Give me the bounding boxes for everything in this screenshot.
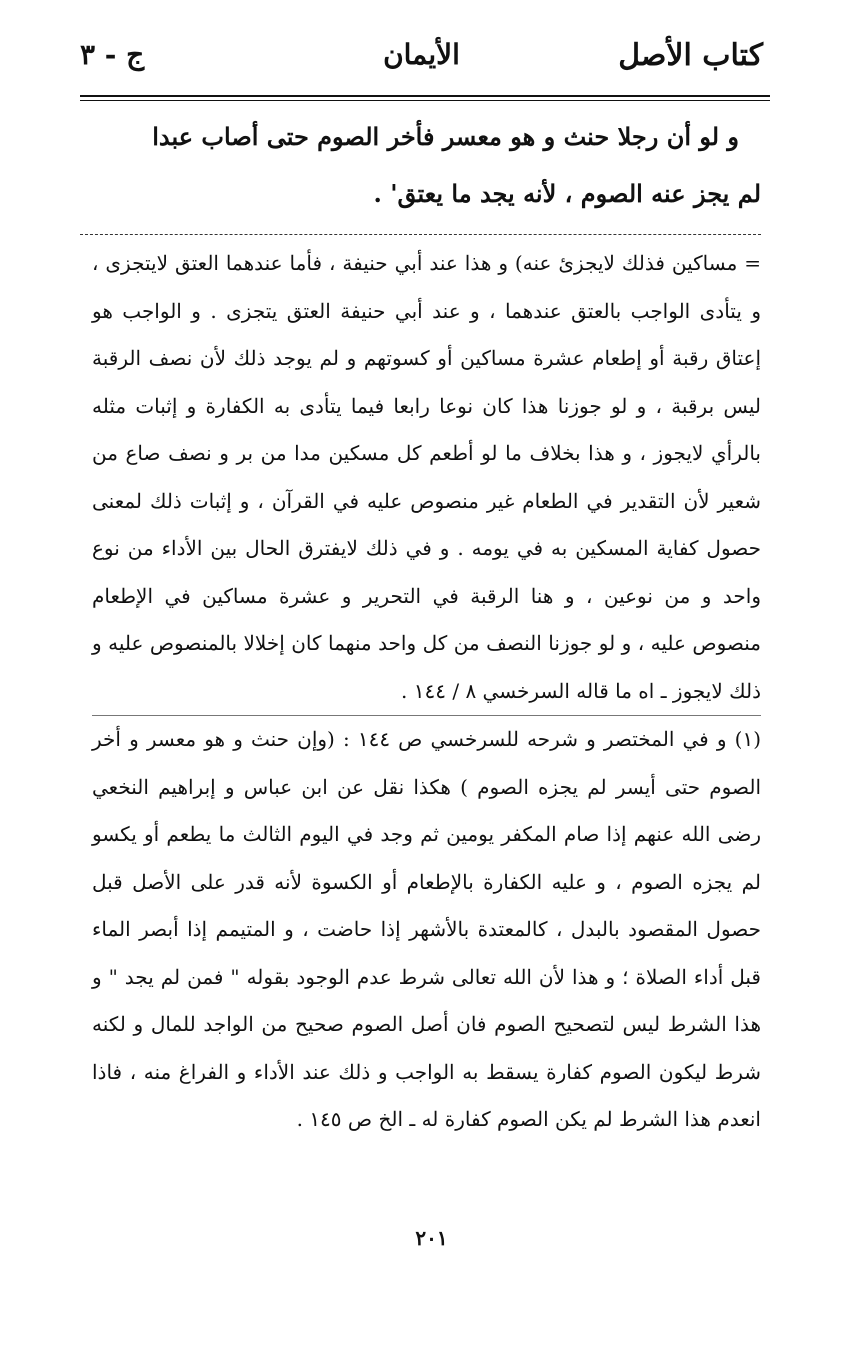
main-text [100,108,761,222]
header-rule [80,95,770,97]
footnote-separator [80,234,761,235]
main-text-line: و لو أن رجلا حنث و هو معسر فأخر الصوم حتى أصاب عبدا [152,122,739,151]
volume-number: ج - ٣ [80,38,145,71]
chapter-title: الأيمان [383,38,460,71]
footnotes [92,240,761,1144]
footnote-1: (١) و في المختصر و شرحه للسرخسي ص ١٤٤ : (وإن حنث و هو معسر و أخر الصوم حتى أيسر لم يجزه الصوم ) هكذا نقل عن ابن عباس و إبراهيم النخعي رضى الله عنهم إذا صام المكفر يومين ثم وجد في اليوم الثالث ما يطعم أو يكسو لم يجزه الصوم ، و عليه الكفارة بالإطعام أو الكسوة لأنه قدر على الأصل قبل حصول المقصود بالبدل ، كالمعتدة بالأشهر إذا حاضت ، و المتيمم إذا أبصر الماء قبل أداء الصلاة ؛ و هذا لأن الله تعالى شرط عدم الوجود بقوله " فمن لم يجد " و هذا الشرط ليس لتصحيح الصوم فان أصل الصوم صحيح من الواجد للمال و لكنه شرط ليكون الصوم كفارة يسقط به الواجب و ذلك عند الأداء و الفراغ منه ، فاذا انعدم هذا الشرط لم يكن الصوم كفارة له ـ الخ ص ١٤٥ . [92,715,761,1144]
footnote-continuation: = مساكين فذلك لايجزئ عنه) و هذا عند أبي حنيفة ، فأما عندهما العتق لايتجزى ، و يتأدى الواجب بالعتق عندهما ، و عند أبي حنيفة العتق يتجزى . و الواجب هو إعتاق رقبة أو إطعام عشرة مساكين أو كسوتهم و لم يوجد ذلك لأن نصف الرقبة ليس برقبة ، و لو جوزنا هذا كان نوعا رابعا فيما يتأدى به الكفارة و إثبات مثله بالرأي لايجوز ، و هذا بخلاف ما لو أطعم كل مسكين مدا من بر و نصف صاع من شعير لأن التقدير في الطعام غير منصوص عليه في القرآن ، و إثبات ذلك لمعنى حصول كفاية المسكين به في يومه . و في ذلك لايفترق الحال بين الأداء من نوع واحد و من نوعين ، و هنا الرقبة في التحرير و عشرة مساكين في الإطعام منصوص عليه ، و لو جوزنا النصف من كل واحد منهما كان إخلالا بالمنصوص عليه و ذلك لايجوز ـ اه ما قاله السرخسي ٨ / ١٤٤ . [92,251,761,703]
main-text-line: لم يجز عنه الصوم ، لأنه يجد ما يعتق' . [373,179,761,208]
book-title: كتاب الأصل [618,38,763,73]
page-header [80,38,763,88]
page-number: ٢٠١ [415,1226,448,1250]
header-rule-thin [80,100,770,101]
